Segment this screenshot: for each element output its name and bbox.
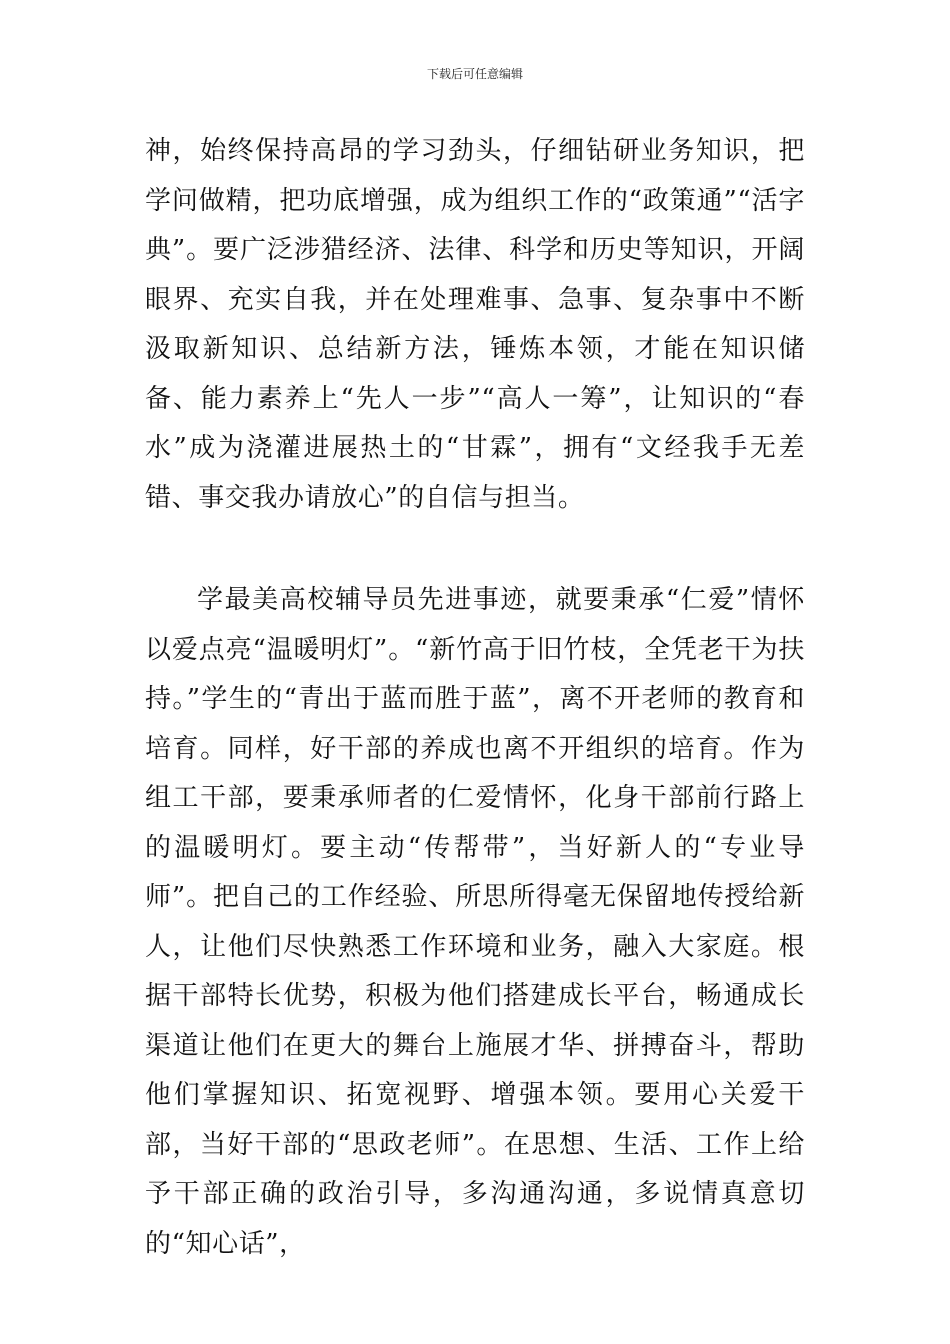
page-header: 下载后可任意编辑 <box>426 67 523 81</box>
body-paragraph-2: 学最美高校辅导员先进事迹，就要秉承“仁爱”情怀以爱点亮“温暖明灯”。“新竹高于旧竹枝，全凭老干为扶持。”学生的“青出于蓝而胜于蓝”，离不开老师的教育和培育。同样，好干部的养成也离不开组织的培育。作为组工干部，要秉承师者的仁爱情怀，化身干部前行路上的温暖明灯。要主动“传帮带”，当好新人的“专业导师”。把自己的工作经验、所思所得毫无保留地传授给新人，让他们尽快熟悉工作环境和业务，融入大家庭。根据干部特长优势，积极为他们搭建成长平台，畅通成长渠道让他们在更大的舞台上施展才华、拼搏奋斗，帮助他们掌握知识、拓宽视野、增强本领。要用心关爱干部，当好干部的“思政老师”。在思想、生活、工作上给予干部正确的政治引导，多沟通沟通，多说情真意切的“知心话”， <box>145 585 805 1259</box>
body-paragraph-1: 神，始终保持高昂的学习劲头，仔细钻研业务知识，把学问做精，把功底增强，成为组织工作的“政策通”“活字典”。要广泛涉猎经济、法律、科学和历史等知识，开阔眼界、充实自我，并在处理难事、急事、复杂事中不断汲取新知识、总结新方法，锤炼本领，才能在知识储备、能力素养上“先人一步”“高人一筹”，让知识的“春水”成为浇灌进展热土的“甘霖”，拥有“文经我手无差错、事交我办请放心”的自信与担当。 <box>145 136 805 513</box>
